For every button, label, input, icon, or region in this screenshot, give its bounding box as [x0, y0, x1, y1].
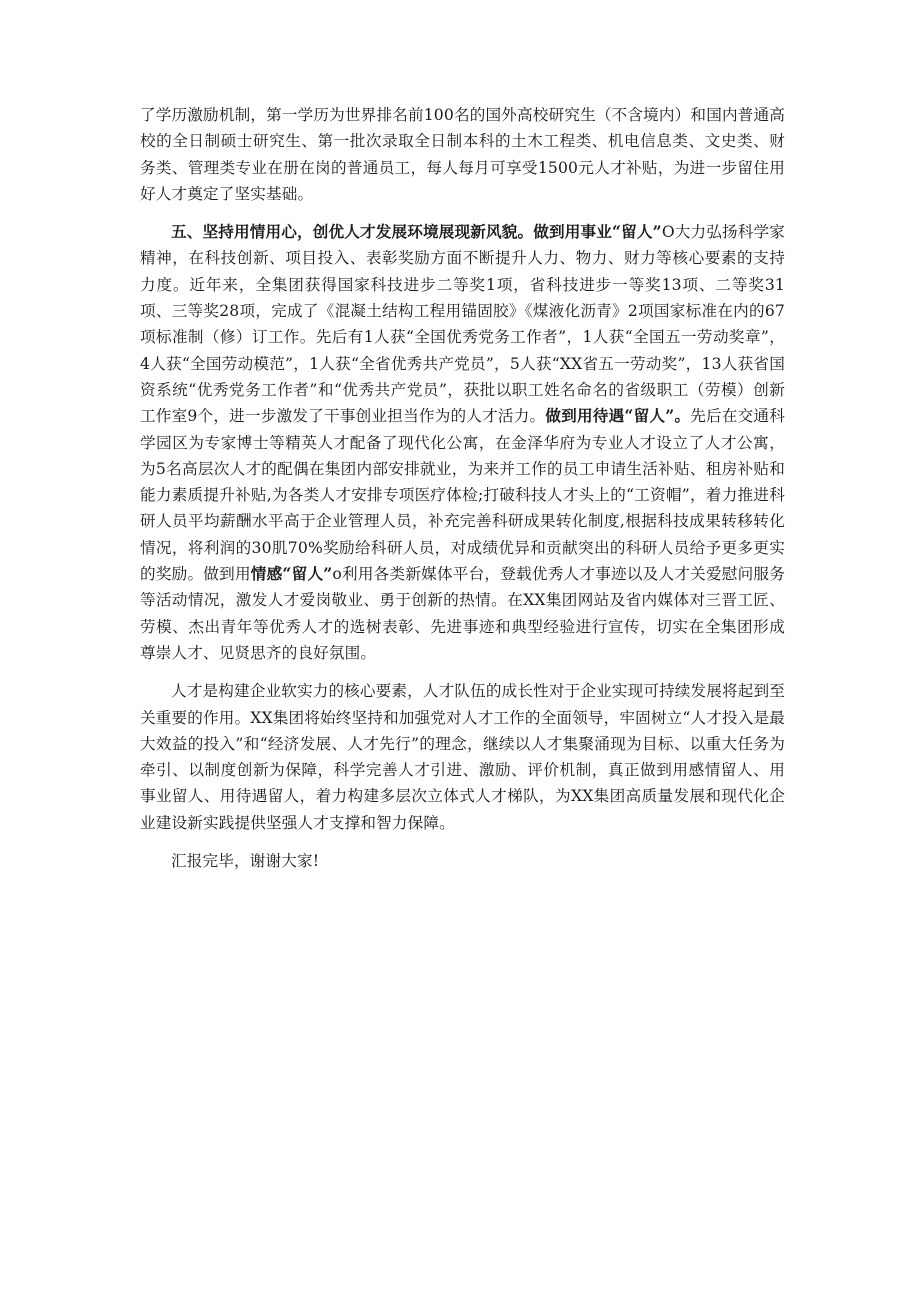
- subheading-career-retention: 做到用事业“留人”: [533, 222, 662, 242]
- paragraph-talent-incentive: 了学历激励机制，第一学历为世界排名前100名的国外高校研究生（不含境内）和国内普通高校的全日制硕士研究生、第一批次录取全日制本科的土木工程类、机电信息类、文史类、财务类、管理类专业在册在岗的普通员工，每人每月可享受1500元人才补贴，为进一步留住用好人才奠定了坚实基础。: [140, 106, 785, 203]
- document-page: [140, 102, 785, 874]
- paragraph-gap: [140, 207, 785, 219]
- subheading-benefits-retention: 做到用待遇“留人”。: [545, 406, 691, 426]
- paragraph-gap: [140, 836, 785, 848]
- paragraph-closing: 汇报完毕，谢谢大家!: [171, 852, 320, 871]
- paragraph-section-five: [140, 219, 785, 666]
- paragraph-gap: [140, 666, 785, 678]
- text-career-retention: O大力弘扬科学家精神，在科技创新、项目投入、表彰奖励方面不断提升人力、物力、财力等核心要素的支持力度。近年来，全集团获得国家科技进步二等奖1项，省科技进步一等奖13项、二等奖31项、三等奖28项，完成了《混凝土结构工程用锚固胶》《煤液化沥青》2项国家标准在内的67项标准制（修）订工作。先后有1人获“全国优秀党务工作者”，1人获“全国五一劳动奖章”，4人获“全国劳动模范”，1人获“全省优秀共产党员”，5人获“XX省五一劳动奖”，13人获省国资系统“优秀党务工作者”和“优秀共产党员”，获批以职工姓名命名的省级职工（劳模）创新工作室9个，进一步激发了干事创业担当作为的人才活力。: [140, 223, 786, 426]
- section-heading: 五、坚持用情用心，创优人才发展环境展现新风貌。: [171, 222, 534, 242]
- subheading-emotion-retention: 情感“留人”: [250, 564, 333, 584]
- text-benefits-retention: 先后在交通科学园区为专家博士等精英人才配备了现代化公寓，在金泽华府为专业人才设立了人才公寓，为5名高层次人才的配偶在集团内部安排就业，为来并工作的员工申请生活补贴、租房补贴和能力素质提升补贴,为各类人才安排专项医疗体检;打破科技人才头上的“工资帽”，着力推进科研人员平均薪酬水平高于企业管理人员，补充完善科研成果转化制度,根据科技成果转移转化情况，将利润的30肌70%奖励给科研人员，对成绩优异和贡献突出的科研人员给予更多更实的奖励。: [140, 407, 785, 584]
- text-emotion-lead: 做到用: [203, 565, 251, 584]
- paragraph-conclusion: 人才是构建企业软实力的核心要素，人才队伍的成长性对于企业实现可持续发展将起到至关重要的作用。XX集团将始终坚持和加强党对人才工作的全面领导，牢固树立“人才投入是最大效益的投入”和“经济发展、人才先行”的理念，继续以人才集聚涌现为目标、以重大任务为牵引、以制度创新为保障，科学完善人才引进、激励、评价机制，真正做到用感情留人、用事业留人、用待遇留人，着力构建多层次立体式人才梯队，为XX集团高质量发展和现代化企业建设新实践提供坚强人才支撑和智力保障。: [140, 682, 786, 832]
- text-emotion-retention: o利用各类新媒体平台，登载优秀人才事迹以及人才关爱慰问服务等活动情况，激发人才爱岗敬业、勇于创新的热情。在XX集团网站及省内媒体对三晋工匠、劳模、杰出青年等优秀人才的选树表彰、先进事迹和典型经验进行宣传，切实在全集团形成尊崇人才、见贤思齐的良好氛围。: [140, 565, 786, 662]
